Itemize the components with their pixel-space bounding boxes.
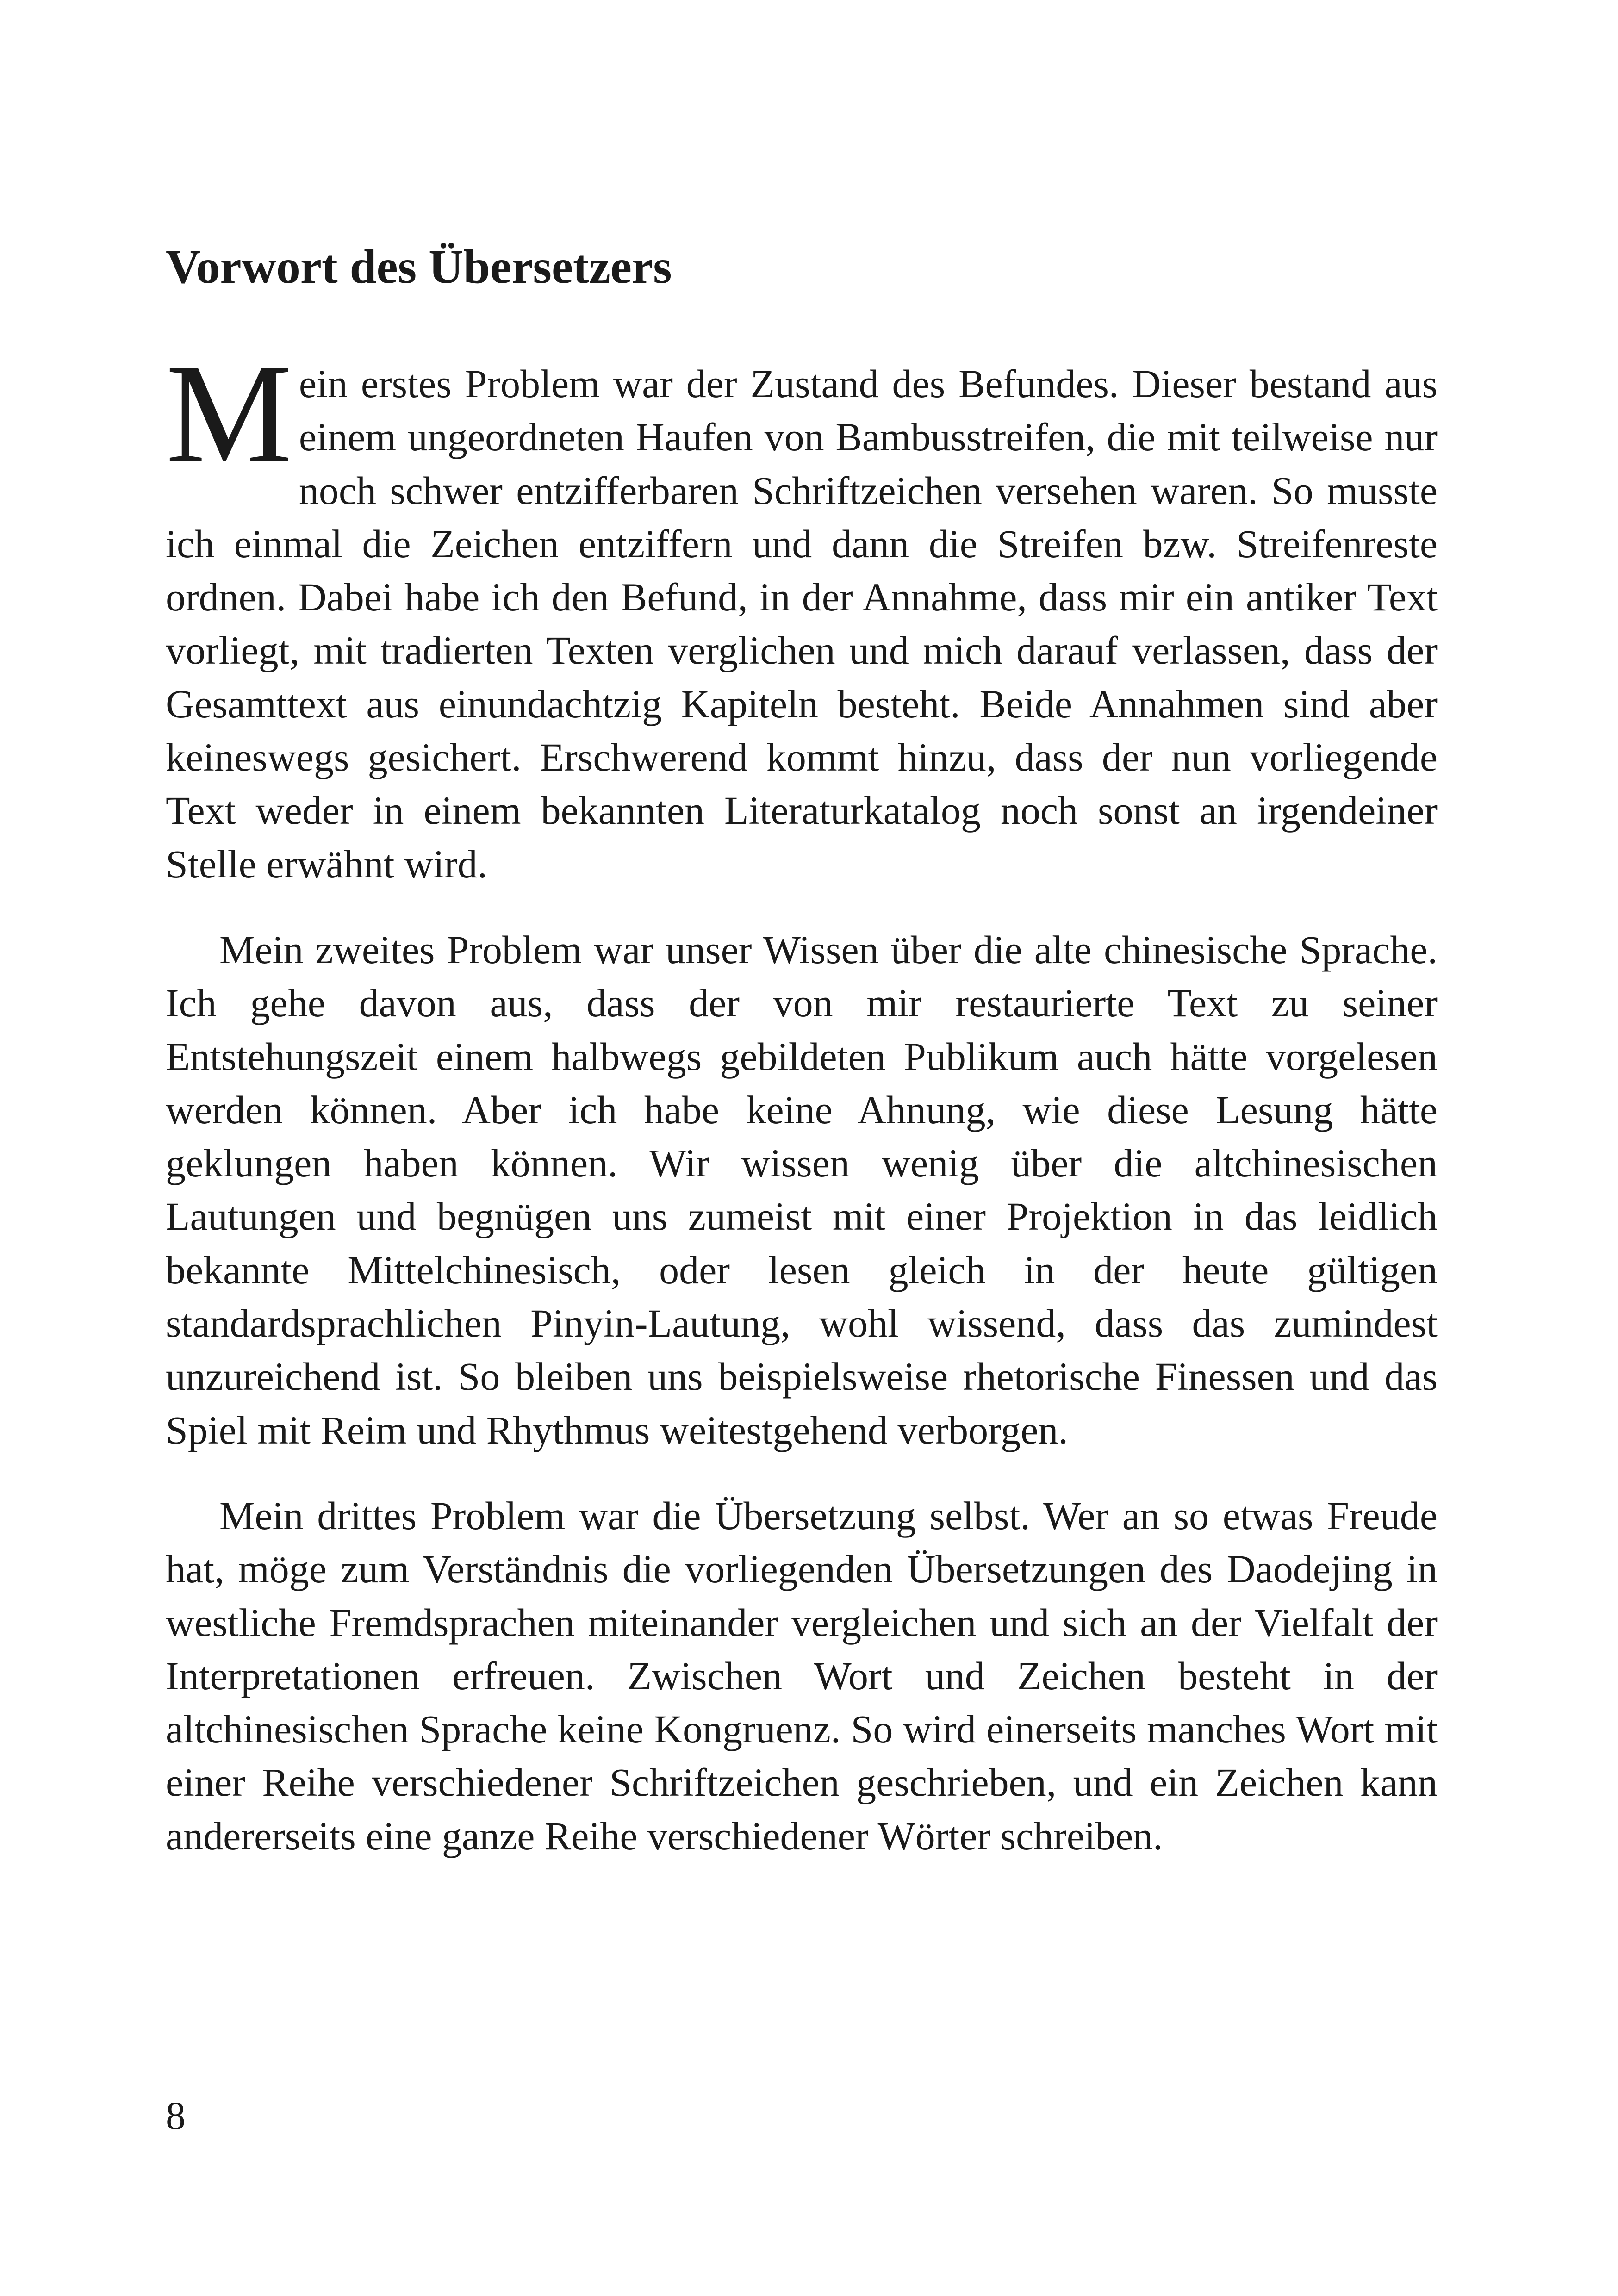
body-text [166,335,1438,1863]
page-number: 8 [166,2093,186,2138]
drop-cap: M [166,335,292,492]
paragraph-1-text: ein erstes Problem war der Zustand des Befundes. Dieser bestand aus einem ungeordneten Haufen von Bambusstreifen, die mit teilweise nur noch schwer entzifferbaren Schriftzeichen versehen waren. So musste ich einmal die Zeichen entziffern und dann die Streifen bzw. Streifenreste ordnen. Dabei habe ich den Befund, in der Annahme, dass mir ein antiker Text vorliegt, mit tradierten Texten verglichen und mich darauf verlassen, dass der Gesamttext aus einundachtzig Kapiteln besteht. Beide Annahmen sind aber keineswegs gesichert. Erschwerend kommt hinzu, dass der nun vorliegende Text weder in einem bekannten Literaturkatalog noch sonst an irgendeiner Stelle erwähnt wird. [166,361,1438,886]
paragraph-3: Mein drittes Problem war die Übersetzung selbst. Wer an so etwas Freude hat, möge zum Verständnis die vorliegenden Übersetzungen des Daodejing in westliche Fremdsprachen miteinander vergleichen und sich an der Vielfalt der Interpretationen erfreuen. Zwischen Wort und Zeichen besteht in der altchinesischen Sprache keine Kongruenz. So wird einerseits manches Wort mit einer Reihe verschiedener Schriftzeichen geschrieben, und ein Zeichen kann andererseits eine ganze Reihe verschiedener Wörter schreiben. [166,1493,1438,1858]
paragraph-1 [166,335,1438,891]
chapter-heading: Vorwort des Übersetzers [166,240,672,293]
paragraph-2: Mein zweites Problem war unser Wissen über die alte chinesische Sprache. Ich gehe davon aus, dass der von mir restaurierte Text zu seiner Entstehungszeit einem halbwegs gebildeten Publikum auch hätte vorgelesen werden können. Aber ich habe keine Ahnung, wie diese Lesung hätte geklungen haben können. Wir wissen wenig über die altchinesischen Lautungen und begnügen uns zumeist mit einer Projektion in das leidlich bekannte Mittelchinesisch, oder lesen gleich in der heute gültigen standardsprachlichen Pinyin-Lautung, wohl wissend, dass das zumindest unzureichend ist. So bleiben uns beispielsweise rhetorische Finessen und das Spiel mit Reim und Rhythmus weitestgehend verborgen. [166,927,1438,1452]
